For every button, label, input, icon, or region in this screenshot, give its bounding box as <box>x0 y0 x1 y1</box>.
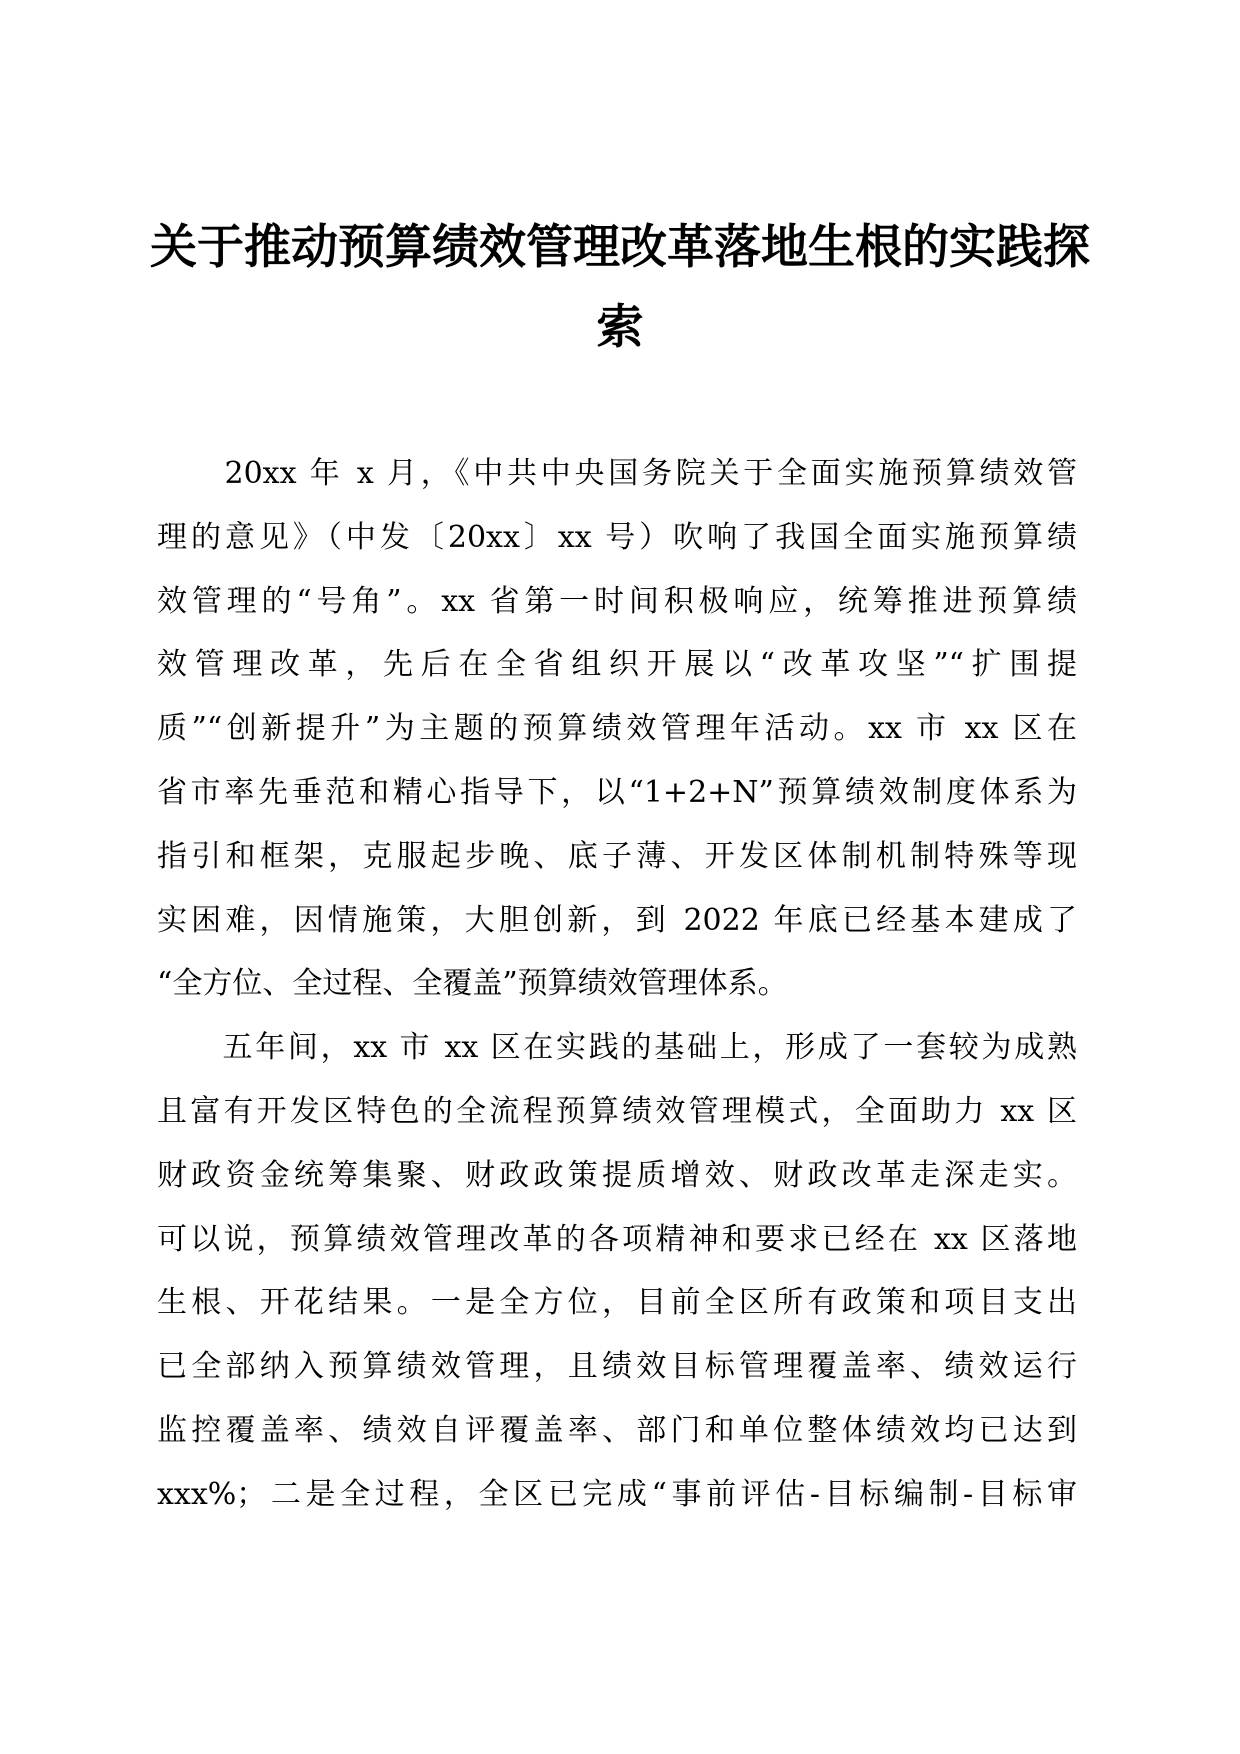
paragraph-line: 可以说，预算绩效管理改革的各项精神和要求已经在 xx 区落地 <box>157 1221 1077 1257</box>
title-line-1: 关于推动预算绩效管理改革落地生根的实践探 <box>150 220 1090 275</box>
paragraph-line: 20xx 年 x 月，《中共中央国务院关于全面实施预算绩效管 <box>157 456 1077 491</box>
document-body <box>157 442 1077 1527</box>
paragraph-line: 质”“创新提升”为主题的预算绩效管理年活动。xx 市 xx 区在 <box>157 711 1077 747</box>
paragraph-line: “全方位、全过程、全覆盖”预算绩效管理体系。 <box>157 966 788 1002</box>
paragraph-line: 生根、开花结果。一是全方位，目前全区所有政策和项目支出 <box>157 1285 1077 1321</box>
paragraph-line: 五年间，xx 市 xx 区在实践的基础上，形成了一套较为成熟 <box>157 1030 1077 1066</box>
paragraph-line: 理的意见》（中发〔20xx〕xx 号）吹响了我国全面实施预算绩 <box>157 519 1077 555</box>
paragraph-line: 且富有开发区特色的全流程预算绩效管理模式，全面助力 xx 区 <box>157 1093 1077 1129</box>
paragraph-line: 监控覆盖率、绩效自评覆盖率、部门和单位整体绩效均已达到 <box>157 1412 1077 1448</box>
paragraph-2 <box>157 1016 1077 1526</box>
paragraph-line: 指引和框架，克服起步晚、底子薄、开发区体制机制特殊等现 <box>157 838 1077 874</box>
paragraph-1 <box>157 442 1077 1016</box>
paragraph-line: 效管理的“号角”。xx 省第一时间积极响应，统筹推进预算绩 <box>157 583 1077 619</box>
paragraph-line: 财政资金统筹集聚、财政政策提质增效、财政改革走深走实。 <box>157 1157 1077 1193</box>
paragraph-line: 已全部纳入预算绩效管理，且绩效目标管理覆盖率、绩效运行 <box>157 1349 1077 1385</box>
paragraph-line: xxx%；二是全过程，全区已完成“事前评估-目标编制-目标审 <box>157 1476 1077 1512</box>
paragraph-line: 实困难，因情施策，大胆创新，到 2022 年底已经基本建成了 <box>157 902 1077 938</box>
paragraph-line: 效管理改革，先后在全省组织开展以“改革攻坚”“扩围提 <box>157 647 1077 683</box>
document-title <box>150 208 1090 368</box>
title-line-2: 索 <box>596 300 644 355</box>
paragraph-line: 省市率先垂范和精心指导下，以“1+2+N”预算绩效制度体系为 <box>157 774 1077 810</box>
